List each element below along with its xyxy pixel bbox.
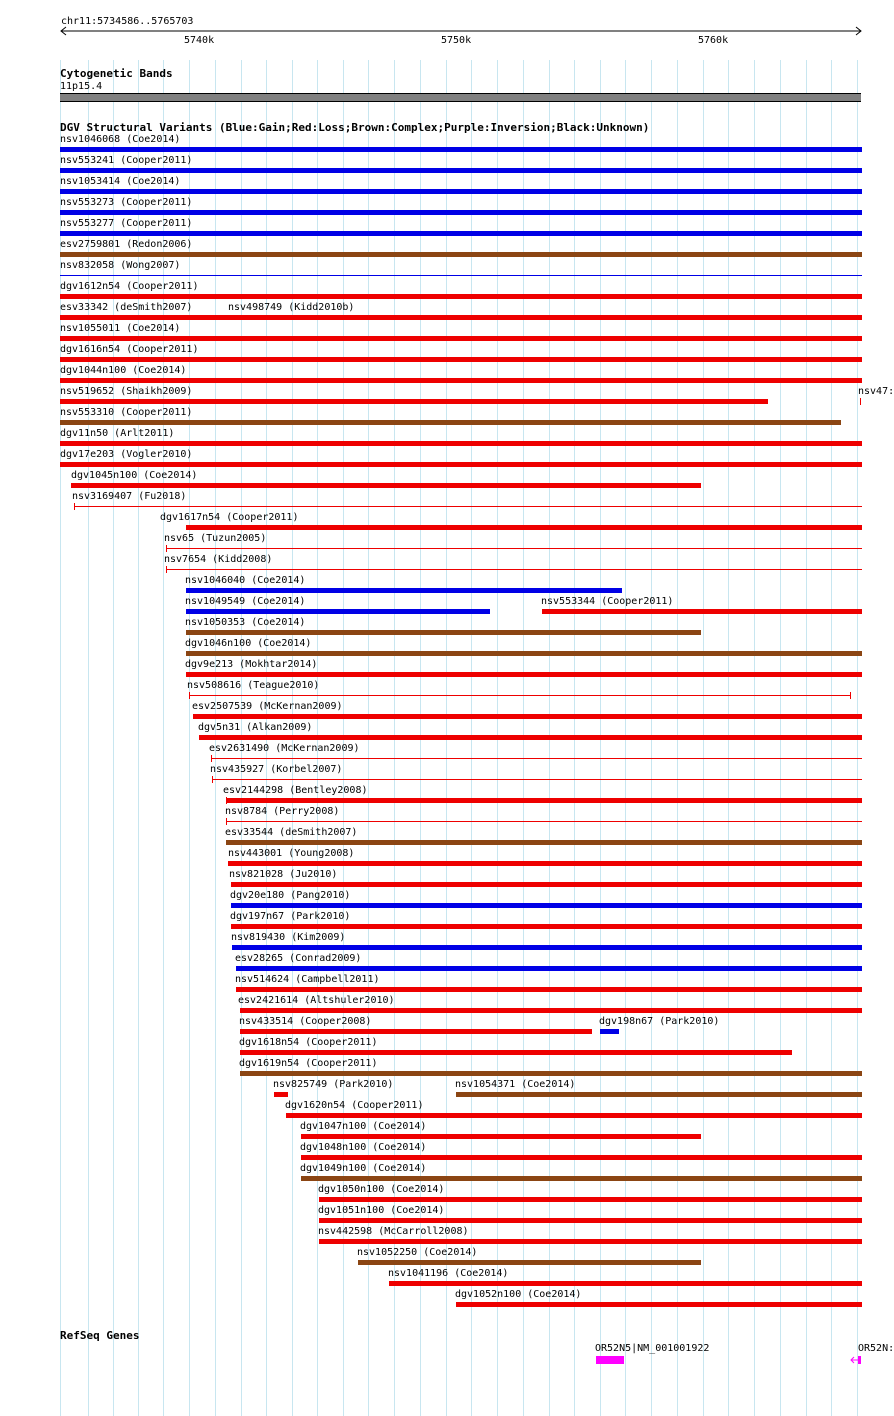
- variant-bar[interactable]: [274, 1092, 288, 1097]
- variant-label[interactable]: dgv1045n100 (Coe2014): [71, 470, 198, 481]
- variant-label[interactable]: nsv433514 (Cooper2008): [239, 1016, 372, 1027]
- cytoband-label: 11p15.4: [60, 81, 103, 92]
- variant-end-cap: [212, 776, 213, 783]
- variant-label[interactable]: dgv20e180 (Pang2010): [230, 890, 351, 901]
- variant-label[interactable]: dgv1612n54 (Cooper2011): [60, 281, 199, 292]
- variant-label[interactable]: nsv819430 (Kim2009): [231, 932, 346, 943]
- variant-label[interactable]: nsv832058 (Wong2007): [60, 260, 181, 271]
- variant-label[interactable]: esv33342 (deSmith2007): [60, 302, 193, 313]
- variant-label[interactable]: dgv198n67 (Park2010): [599, 1016, 720, 1027]
- variant-label[interactable]: esv2144298 (Bentley2008): [223, 785, 368, 796]
- variant-bar[interactable]: [166, 548, 862, 549]
- variant-label[interactable]: dgv1048n100 (Coe2014): [300, 1142, 427, 1153]
- variant-label[interactable]: dgv1616n54 (Cooper2011): [60, 344, 199, 355]
- cytoband-bar[interactable]: [60, 93, 861, 102]
- variant-label[interactable]: dgv197n67 (Park2010): [230, 911, 351, 922]
- variant-bar[interactable]: [60, 357, 862, 362]
- variant-label[interactable]: dgv1049n100 (Coe2014): [300, 1163, 427, 1174]
- variant-bar[interactable]: [232, 945, 862, 950]
- variant-bar[interactable]: [231, 882, 862, 887]
- variant-label[interactable]: nsv821028 (Ju2010): [229, 869, 338, 880]
- variant-label[interactable]: nsv3169407 (Fu2018): [72, 491, 187, 502]
- variant-bar[interactable]: [199, 735, 862, 740]
- variant-bar[interactable]: [60, 336, 862, 341]
- variant-bar[interactable]: [226, 821, 862, 822]
- variant-bar[interactable]: [186, 651, 862, 656]
- variant-label[interactable]: dgv5n31 (Alkan2009): [198, 722, 313, 733]
- variant-bar[interactable]: [228, 315, 862, 320]
- variant-bar[interactable]: [60, 378, 862, 383]
- variant-label[interactable]: esv2759801 (Redon2006): [60, 239, 193, 250]
- variant-label[interactable]: esv28265 (Conrad2009): [235, 953, 362, 964]
- variant-label[interactable]: esv2507539 (McKernan2009): [192, 701, 343, 712]
- variant-label[interactable]: esv2631490 (McKernan2009): [209, 743, 360, 754]
- variant-label[interactable]: dgv1046n100 (Coe2014): [185, 638, 312, 649]
- variant-bar[interactable]: [60, 252, 862, 257]
- variant-bar[interactable]: [60, 189, 862, 194]
- variant-bar[interactable]: [60, 399, 768, 404]
- variant-label[interactable]: nsv7654 (Kidd2008): [164, 554, 273, 565]
- variant-label[interactable]: dgv1617n54 (Cooper2011): [160, 512, 299, 523]
- variant-label[interactable]: nsv825749 (Park2010): [273, 1079, 394, 1090]
- gene-bar[interactable]: [596, 1356, 624, 1364]
- variant-label[interactable]: esv33544 (deSmith2007): [225, 827, 358, 838]
- variant-bar[interactable]: [240, 1050, 792, 1055]
- variant-label[interactable]: nsv435927 (Korbel2007): [210, 764, 343, 775]
- variant-bar[interactable]: [71, 483, 701, 488]
- variant-bar[interactable]: [189, 695, 851, 696]
- variant-label[interactable]: nsv1049549 (Coe2014): [185, 596, 306, 607]
- variant-label[interactable]: nsv1046040 (Coe2014): [185, 575, 306, 586]
- variant-label[interactable]: dgv1050n100 (Coe2014): [318, 1184, 445, 1195]
- refseq-track-title: RefSeq Genes: [60, 1329, 140, 1342]
- variant-bar[interactable]: [60, 231, 862, 236]
- variant-end-cap: [166, 545, 167, 552]
- variant-end-cap: [74, 503, 75, 510]
- variant-bar[interactable]: [456, 1302, 862, 1307]
- variant-label[interactable]: nsv553273 (Cooper2011): [60, 197, 193, 208]
- variant-label[interactable]: nsv65 (Tuzun2005): [164, 533, 267, 544]
- variant-label[interactable]: dgv1051n100 (Coe2014): [318, 1205, 445, 1216]
- variant-bar[interactable]: [286, 1113, 862, 1118]
- variant-bar[interactable]: [600, 1029, 619, 1034]
- variant-bar[interactable]: [60, 147, 862, 152]
- tick-label-5740k: 5740k: [184, 35, 215, 46]
- variant-label[interactable]: dgv1620n54 (Cooper2011): [285, 1100, 424, 1111]
- variant-bar[interactable]: [166, 569, 862, 570]
- variant-label[interactable]: dgv1052n100 (Coe2014): [455, 1289, 582, 1300]
- variant-label[interactable]: nsv553344 (Cooper2011): [541, 596, 674, 607]
- variant-bar[interactable]: [319, 1218, 862, 1223]
- variant-label[interactable]: dgv11n50 (Arlt2011): [60, 428, 175, 439]
- variant-end-cap: [226, 818, 227, 825]
- region-label: chr11:5734586..5765703: [61, 16, 194, 27]
- gene-strand-arrow-icon[interactable]: [848, 1354, 862, 1366]
- variant-bar[interactable]: [186, 630, 701, 635]
- variant-bar[interactable]: [240, 1071, 862, 1076]
- variant-label[interactable]: nsv553310 (Cooper2011): [60, 407, 193, 418]
- variant-label[interactable]: nsv514624 (Campbell2011): [235, 974, 380, 985]
- variant-end-cap: [850, 692, 851, 699]
- variant-label[interactable]: nsv1050353 (Coe2014): [185, 617, 306, 628]
- variant-bar[interactable]: [240, 1029, 592, 1034]
- variant-bar[interactable]: [212, 779, 862, 780]
- variant-label[interactable]: dgv1619n54 (Cooper2011): [239, 1058, 378, 1069]
- gene-label[interactable]: OR52N5|NM_001001922: [595, 1343, 710, 1354]
- variant-bar[interactable]: [186, 609, 490, 614]
- variant-label[interactable]: nsv1052250 (Coe2014): [357, 1247, 478, 1258]
- variant-bar[interactable]: [211, 758, 862, 759]
- variant-label[interactable]: nsv498749 (Kidd2010b): [228, 302, 355, 313]
- variant-bar[interactable]: [236, 966, 862, 971]
- variant-bar[interactable]: [226, 840, 862, 845]
- dgv-track-title: DGV Structural Variants (Blue:Gain;Red:Loss;Brown:Complex;Purple:Inversion;Black:Unknown): [60, 121, 650, 134]
- variant-label[interactable]: dgv1618n54 (Cooper2011): [239, 1037, 378, 1048]
- variant-label[interactable]: dgv1047n100 (Coe2014): [300, 1121, 427, 1132]
- variant-end-cap: [166, 566, 167, 573]
- variant-bar[interactable]: [60, 168, 862, 173]
- variant-bar[interactable]: [228, 861, 862, 866]
- variant-label[interactable]: nsv508616 (Teague2010): [187, 680, 320, 691]
- variant-end-cap: [211, 755, 212, 762]
- variant-bar[interactable]: [319, 1239, 862, 1244]
- tick-label-5760k: 5760k: [698, 35, 729, 46]
- variant-label[interactable]: nsv553241 (Cooper2011): [60, 155, 193, 166]
- variant-bar[interactable]: [226, 798, 862, 803]
- variant-bar[interactable]: [860, 398, 861, 405]
- variant-label[interactable]: nsv47:: [858, 386, 894, 397]
- variant-label[interactable]: dgv9e213 (Mokhtar2014): [185, 659, 318, 670]
- variant-bar[interactable]: [236, 987, 862, 992]
- variant-bar[interactable]: [193, 714, 862, 719]
- variant-label[interactable]: dgv1044n100 (Coe2014): [60, 365, 187, 376]
- variant-bar[interactable]: [186, 588, 622, 593]
- variant-label[interactable]: nsv1041196 (Coe2014): [388, 1268, 509, 1279]
- variant-bar[interactable]: [60, 441, 862, 446]
- variant-bar[interactable]: [231, 924, 862, 929]
- variant-bar[interactable]: [301, 1155, 862, 1160]
- variant-bar[interactable]: [60, 294, 862, 299]
- variant-end-cap: [189, 692, 190, 699]
- cytoband-track-title: Cytogenetic Bands: [60, 67, 173, 80]
- variant-bar[interactable]: [60, 275, 862, 276]
- variant-bar[interactable]: [60, 210, 862, 215]
- variant-bar[interactable]: [358, 1260, 701, 1265]
- variant-label[interactable]: nsv1053414 (Coe2014): [60, 176, 181, 187]
- variant-label[interactable]: nsv443001 (Young2008): [228, 848, 355, 859]
- variant-label[interactable]: nsv8784 (Perry2008): [225, 806, 340, 817]
- variant-bar[interactable]: [231, 903, 862, 908]
- variant-label[interactable]: esv2421614 (Altshuler2010): [238, 995, 395, 1006]
- variant-bar[interactable]: [542, 609, 862, 614]
- variant-label[interactable]: dgv17e203 (Vogler2010): [60, 449, 193, 460]
- variant-bar[interactable]: [240, 1008, 862, 1013]
- variant-label[interactable]: nsv1055011 (Coe2014): [60, 323, 181, 334]
- variant-label[interactable]: nsv1046068 (Coe2014): [60, 134, 181, 145]
- variant-bar[interactable]: [389, 1281, 862, 1286]
- gene-label[interactable]: OR52N:: [858, 1343, 894, 1354]
- variant-label[interactable]: nsv553277 (Cooper2011): [60, 218, 193, 229]
- variant-bar[interactable]: [60, 462, 862, 467]
- variant-bar[interactable]: [186, 672, 862, 677]
- variant-bar[interactable]: [74, 506, 862, 507]
- variant-bar[interactable]: [186, 525, 862, 530]
- variant-bar[interactable]: [60, 420, 841, 425]
- variant-label[interactable]: nsv1054371 (Coe2014): [455, 1079, 576, 1090]
- variant-end-cap: [226, 797, 227, 804]
- scale-bar: [0, 0, 890, 60]
- variant-label[interactable]: nsv442598 (McCarroll2008): [318, 1226, 469, 1237]
- variant-bar[interactable]: [301, 1176, 862, 1181]
- variant-bar[interactable]: [456, 1092, 862, 1097]
- variant-label[interactable]: nsv519652 (Shaikh2009): [60, 386, 193, 397]
- variant-bar[interactable]: [301, 1134, 701, 1139]
- tick-label-5750k: 5750k: [441, 35, 472, 46]
- variant-bar[interactable]: [319, 1197, 862, 1202]
